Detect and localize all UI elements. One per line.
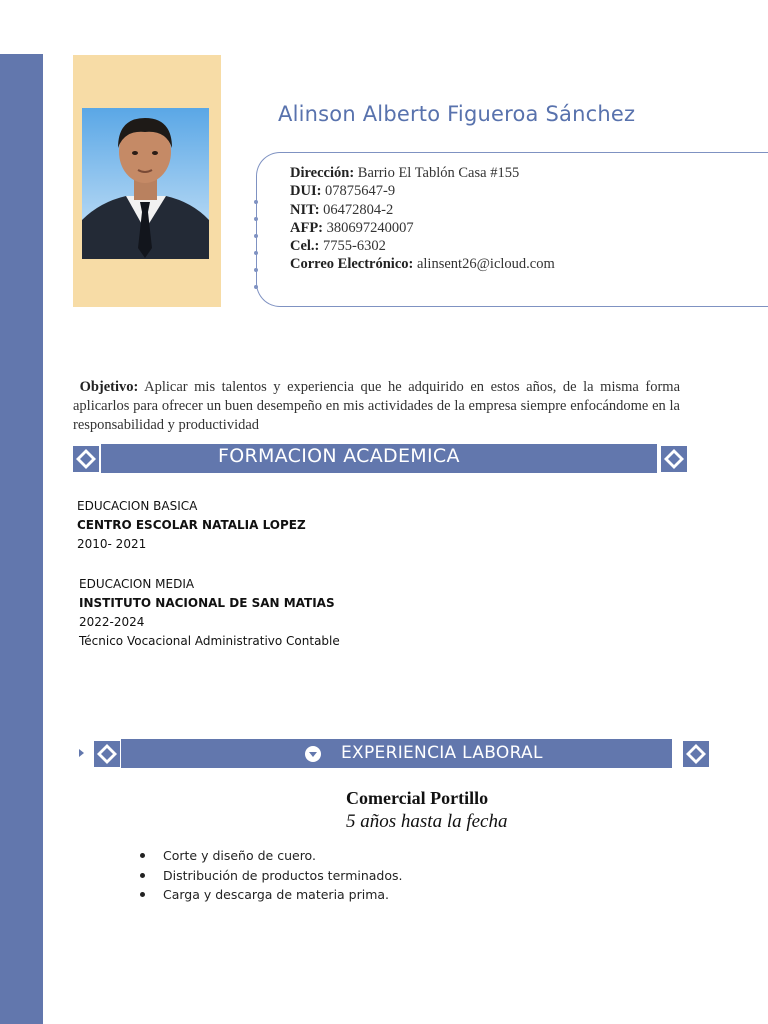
company-name: Comercial Portillo bbox=[346, 788, 489, 808]
decor-dot bbox=[254, 234, 258, 238]
section-header-education bbox=[101, 444, 657, 473]
decor-dot bbox=[254, 251, 258, 255]
education-school: CENTRO ESCOLAR NATALIA LOPEZ bbox=[77, 518, 306, 532]
candidate-name: Alinson Alberto Figueroa Sánchez bbox=[278, 102, 636, 126]
employment-period: 5 años hasta la fecha bbox=[346, 811, 508, 832]
chevron-down-icon bbox=[305, 746, 321, 762]
sidebar-accent-bar bbox=[0, 54, 43, 1024]
task-list bbox=[138, 846, 403, 905]
diamond-ornament-icon bbox=[661, 446, 687, 472]
contact-afp: AFP: 380697240007 bbox=[290, 219, 414, 236]
arrow-right-icon bbox=[79, 749, 84, 757]
decor-dot bbox=[254, 285, 258, 289]
profile-photo bbox=[82, 108, 209, 259]
contact-dui: DUI: 07875647-9 bbox=[290, 183, 396, 200]
objective-paragraph: Objetivo: Aplicar mis talentos y experiencia que he adquirido en estos años, de la misma forma aplicarlos para ofrecer un buen desempeño en mis actividades de la empresa siempre enfocándome en la responsabilidad y productividad bbox=[73, 379, 681, 433]
list-item: Carga y descarga de materia prima. bbox=[138, 885, 403, 905]
education-school: INSTITUTO NACIONAL DE SAN MATIAS bbox=[79, 596, 335, 610]
decor-dot bbox=[254, 268, 258, 272]
list-item: Distribución de productos terminados. bbox=[138, 866, 403, 886]
diamond-ornament-icon bbox=[73, 446, 99, 472]
education-level: EDUCACION BASICA bbox=[77, 499, 198, 513]
section-title: EXPERIENCIA LABORAL bbox=[341, 743, 543, 763]
section-title: FORMACION ACADEMICA bbox=[218, 445, 460, 467]
list-item: Corte y diseño de cuero. bbox=[138, 846, 403, 866]
education-years: 2010- 2021 bbox=[77, 537, 147, 551]
education-years: 2022-2024 bbox=[79, 615, 145, 629]
education-entry bbox=[77, 497, 306, 554]
diamond-ornament-icon bbox=[94, 741, 120, 767]
diamond-ornament-icon bbox=[683, 741, 709, 767]
decor-dot bbox=[254, 200, 258, 204]
experience-entry bbox=[346, 787, 508, 833]
contact-address: Dirección: Barrio El Tablón Casa #155 bbox=[290, 165, 520, 181]
education-entry bbox=[79, 575, 340, 651]
decor-dot bbox=[254, 217, 258, 221]
contact-list bbox=[290, 164, 555, 274]
education-degree: Técnico Vocacional Administrativo Contable bbox=[79, 634, 340, 648]
education-level: EDUCACION MEDIA bbox=[79, 577, 195, 591]
section-header-experience bbox=[121, 739, 672, 768]
contact-phone: Cel.: 7755-6302 bbox=[290, 238, 386, 255]
contact-email: Correo Electrónico: alinsent26@icloud.com bbox=[290, 256, 555, 273]
contact-nit: NIT: 06472804-2 bbox=[290, 201, 394, 218]
